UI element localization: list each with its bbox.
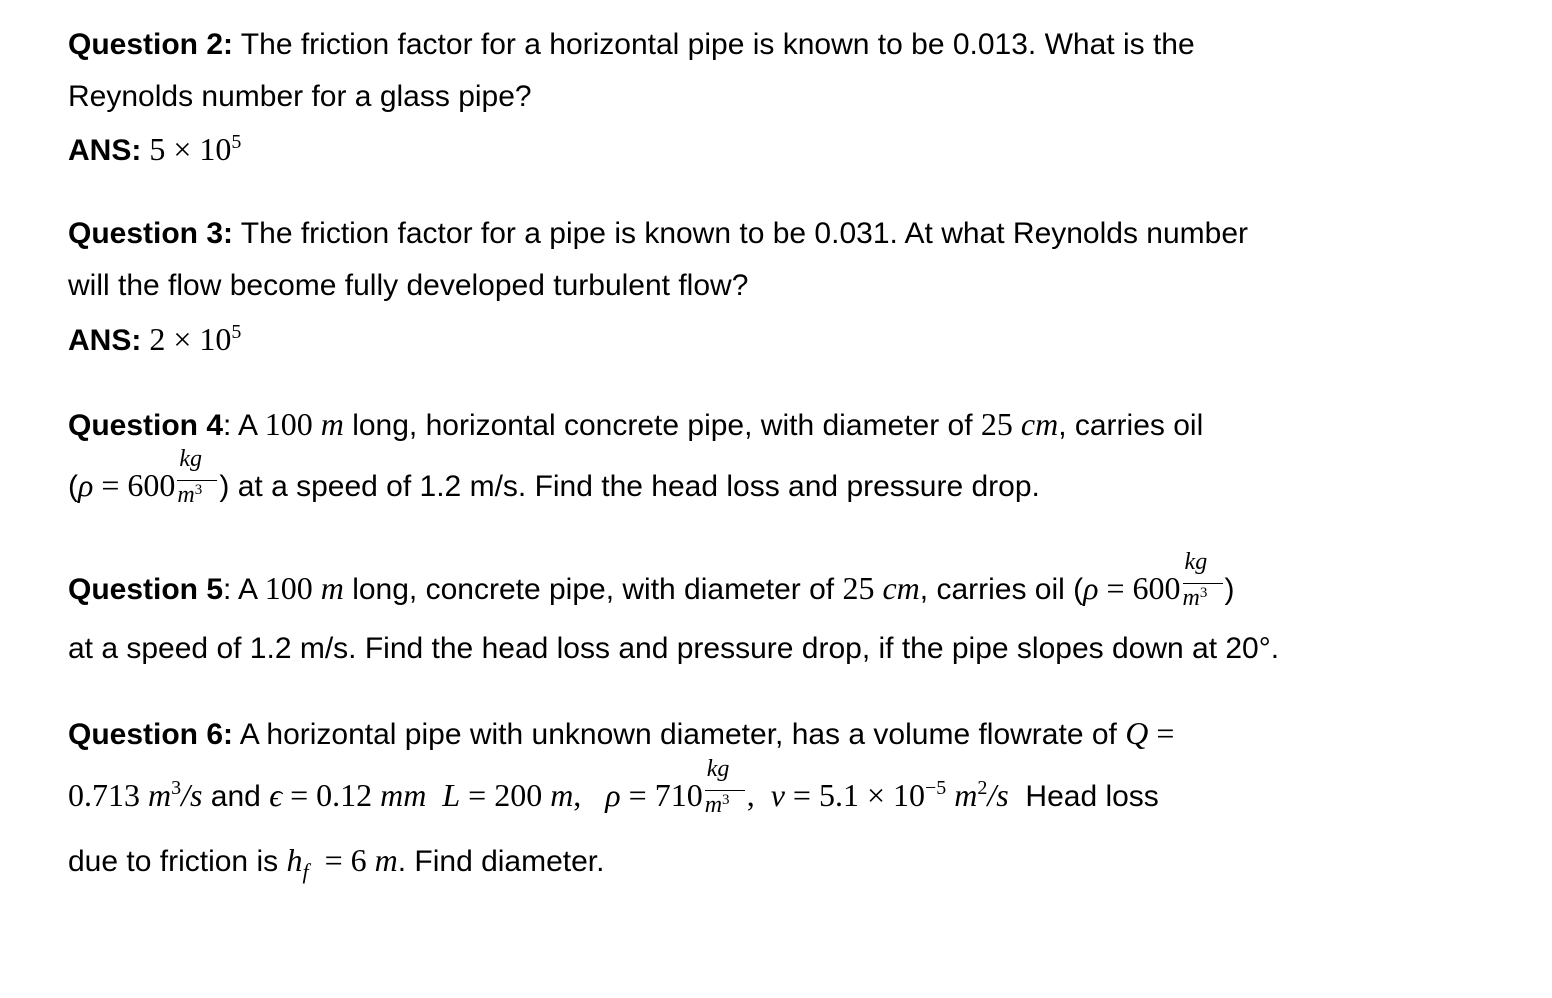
q5-line-1 xyxy=(68,549,1235,611)
q4-length: 100 xyxy=(264,406,321,442)
q6-h-value: = 6 xyxy=(308,842,375,878)
fraction-denominator xyxy=(705,793,730,817)
q2-text-1: The friction factor for a horizontal pipe is known to be 0.013. What is the xyxy=(233,28,1195,61)
q5-paren: ) xyxy=(1224,573,1235,606)
q6-h-subscript: f xyxy=(302,859,309,884)
q3-label: Question 3: xyxy=(68,217,234,250)
q5-line-2: at a speed of 1.2 m/s. Find the head loss and pressure drop, if the pipe slopes down at 20°. xyxy=(68,632,1280,665)
q4-length-unit: m xyxy=(320,406,344,442)
fraction-denominator xyxy=(177,483,202,507)
fraction-bar xyxy=(177,480,217,481)
q6-separator: , xyxy=(573,777,606,813)
q2-ans-label: ANS: xyxy=(68,134,142,167)
q2-ans-value: 5 × 10 xyxy=(141,131,232,167)
q2-answer xyxy=(68,131,241,167)
q5-density-fraction xyxy=(1181,549,1225,611)
q6-flow-unit-exponent: 3 xyxy=(171,777,182,799)
q4-paren: ( xyxy=(68,470,78,503)
fraction-denominator-base: m xyxy=(177,482,195,508)
q4-diameter-unit: cm xyxy=(1020,406,1059,442)
q6-Q-equals: = xyxy=(1148,715,1175,751)
q2-label: Question 2: xyxy=(68,28,234,61)
q4-text: : A xyxy=(223,409,265,442)
fraction-denominator-base: m xyxy=(1182,585,1200,611)
q6-density-fraction xyxy=(703,756,747,818)
fraction-bar xyxy=(705,790,745,791)
q4-text: ) at a speed of 1.2 m/s. Find the head loss and pressure drop. xyxy=(219,470,1040,503)
q6-h-unit: m xyxy=(374,842,398,878)
fraction-denominator-exponent: 3 xyxy=(1199,585,1208,601)
q6-nu-symbol: ν xyxy=(770,777,785,813)
q5-rho: ρ xyxy=(1083,570,1099,606)
q3-line-1 xyxy=(68,216,1248,252)
fraction-numerator: kg xyxy=(179,446,203,472)
q6-text: . Find diameter. xyxy=(397,845,605,878)
q4-rho: ρ xyxy=(78,467,94,503)
q3-ans-value: 2 × 10 xyxy=(141,321,232,357)
q6-eps-value: = 0.12 xyxy=(282,777,381,813)
q6-L-unit: m xyxy=(550,777,574,813)
fraction-denominator-exponent: 3 xyxy=(722,792,730,808)
q6-rho: ρ xyxy=(605,777,621,813)
q5-label: Question 5 xyxy=(68,573,224,606)
q6-separator: , xyxy=(746,777,771,813)
q6-line-2 xyxy=(68,756,1159,818)
q5-length-unit: m xyxy=(320,570,344,606)
q3-text-1: The friction factor for a pipe is known to be 0.031. At what Reynolds number xyxy=(233,217,1249,250)
q6-flow-unit: m xyxy=(148,777,172,813)
fraction-bar xyxy=(1183,583,1223,584)
q6-text: Head loss xyxy=(1008,780,1159,813)
q4-density-fraction xyxy=(175,446,219,508)
fraction-numerator: kg xyxy=(706,756,730,782)
q4-line-1 xyxy=(68,406,1203,442)
q6-flow-unit-per-s: /s xyxy=(181,777,203,813)
q3-ans-exponent: 5 xyxy=(231,321,242,343)
q6-nu-unit-exponent: 2 xyxy=(977,777,988,799)
q6-text: due to friction is xyxy=(68,845,287,878)
q3-ans-label: ANS: xyxy=(68,324,142,357)
q6-L-value: = 200 xyxy=(460,777,551,813)
fraction-denominator-exponent: 3 xyxy=(194,482,203,498)
q2-ans-exponent: 5 xyxy=(231,131,242,153)
q6-text: and xyxy=(202,780,270,813)
q5-text: long, concrete pipe, with diameter of xyxy=(343,573,843,606)
q5-text: , carries oil ( xyxy=(919,573,1084,606)
q6-rho-value: = 710 xyxy=(620,777,703,813)
q6-h-symbol: h xyxy=(286,842,303,878)
q6-text: A horizontal pipe with unknown diameter, has a volume flowrate of xyxy=(233,718,1126,751)
q6-L-symbol: L xyxy=(426,777,461,813)
q6-Q-symbol: Q xyxy=(1125,715,1149,751)
q6-label: Question 6: xyxy=(68,718,234,751)
q6-eps-unit: mm xyxy=(380,777,427,813)
q6-nu-exponent: −5 xyxy=(925,777,947,799)
q4-line-2 xyxy=(68,446,1040,508)
q3-line-2: will the flow become fully developed turbulent flow? xyxy=(68,269,749,302)
q6-nu-unit: m xyxy=(946,777,978,813)
q5-length: 100 xyxy=(264,570,321,606)
q2-line-1 xyxy=(68,27,1195,63)
q6-nu-unit-per-s: /s xyxy=(987,777,1009,813)
q4-text: , carries oil xyxy=(1058,409,1204,442)
q4-rho-value: = 600 xyxy=(93,467,176,503)
q4-label: Question 4 xyxy=(68,409,224,442)
q3-answer xyxy=(68,321,241,357)
q5-diameter-unit: cm xyxy=(882,570,920,606)
q6-flow-value: 0.713 xyxy=(68,777,148,813)
q6-line-3 xyxy=(68,842,605,884)
q6-line-1 xyxy=(68,715,1174,751)
q5-rho-value: = 600 xyxy=(1098,570,1181,606)
q6-eps-symbol: ϵ xyxy=(269,777,283,813)
fraction-denominator-base: m xyxy=(704,792,723,818)
q5-diameter: 25 xyxy=(842,570,883,606)
q5-text: : A xyxy=(223,573,265,606)
q4-text: long, horizontal concrete pipe, with diameter of xyxy=(343,409,981,442)
q4-diameter: 25 xyxy=(980,406,1021,442)
q6-nu-value: = 5.1 × 10 xyxy=(784,777,925,813)
fraction-denominator xyxy=(1183,586,1208,610)
q2-line-2: Reynolds number for a glass pipe? xyxy=(68,80,532,113)
fraction-numerator: kg xyxy=(1184,549,1208,575)
